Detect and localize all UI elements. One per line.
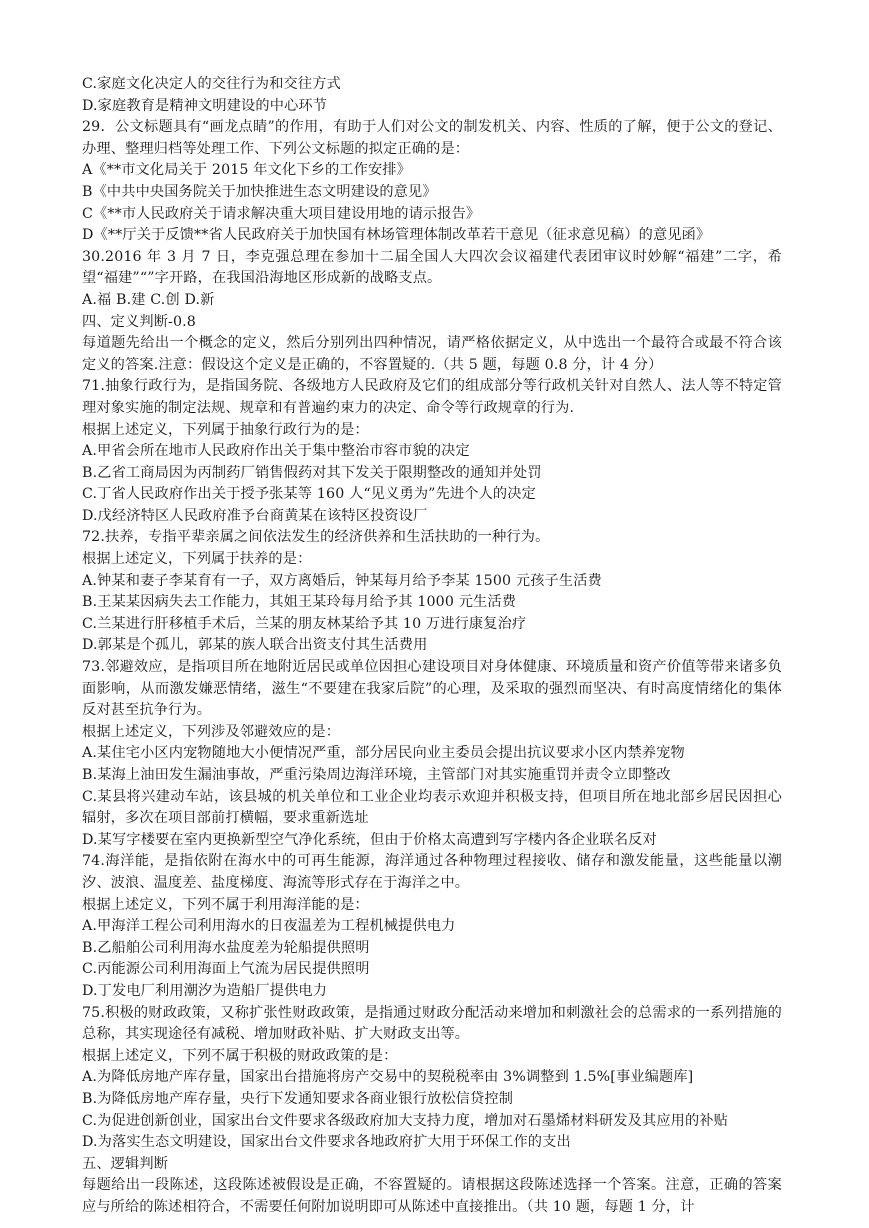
prompt-73: 根据上述定义，下列涉及邻避效应的是： [82, 723, 341, 740]
option-a-74: A.甲海洋工程公司利用海水的日夜温差为工程机械提供电力 [82, 918, 456, 935]
option-d-29: D《**厅关于反馈**省人民政府关于加快国有林场管理体制改革若干意见（征求意见稿）的意见函》 [82, 227, 711, 244]
option-a-29: A《**市文化局关于 2015 年文化下乡的工作安排》 [82, 162, 411, 179]
option-b-71: B.乙省工商局因为丙制药厂销售假药对其下发关于限期整改的通知并处罚 [82, 464, 542, 481]
option-b-29: B《中共中央国务院关于加快推进生态文明建设的意见》 [82, 183, 437, 200]
option-d-28: D.家庭教育是精神文明建设的中心环节 [82, 97, 328, 114]
option-d-75: D.为落实生态文明建设，国家出台文件要求各地政府扩大用于环保工作的支出 [82, 1134, 571, 1151]
section-heading-4: 四、定义判断-0.8 [82, 313, 196, 330]
question-71: 71.抽象行政行为，是指国务院、各级地方人民政府及它们的组成部分等行政机关针对自然人、法人等不特定管理对象实施的制定法规、规章和有普遍约束力的决定、命令等行政规章的行为. [82, 378, 782, 416]
document-page [82, 74, 782, 1218]
option-c-71: C.丁省人民政府作出关于授予张某等 160 人“见义勇为”先进个人的决定 [82, 486, 536, 503]
option-d-74: D.丁发电厂利用潮汐为造船厂提供电力 [82, 982, 328, 999]
question-74: 74.海洋能，是指依附在海水中的可再生能源，海洋通过各种物理过程接收、储存和激发能量，这些能量以潮汐、波浪、温度差、盐度梯度、海流等形式存在于海洋之中。 [82, 853, 782, 891]
option-c-73: C.某县将兴建动车站，该县城的机关单位和工业企业均表示欢迎并积极支持，但项目所在地北部乡居民因担心辐射，多次在项目部前打横幅，要求重新选址 [82, 788, 782, 827]
option-d-73: D.某写字楼要在室内更换新型空气净化系统，但由于价格太高遭到写字楼内各企业联名反对 [82, 831, 657, 848]
option-d-72: D.郭某是个孤儿，郭某的族人联合出资支付其生活费用 [82, 637, 428, 654]
option-a-72: A.钟某和妻子李某育有一子，双方离婚后，钟某每月给予李某 1500 元孩子生活费 [82, 572, 602, 589]
prompt-71: 根据上述定义，下列属于抽象行政行为的是： [82, 421, 369, 438]
section-instructions-4: 每道题先给出一个概念的定义，然后分别列出四种情况，请严格依据定义，从中选出一个最符合或最不符合该定义的答案.注意：假设这个定义是正确的，不容置疑的.（共 5 题，每题 0.8 分，计 4 分） [82, 335, 782, 373]
option-c-29: C《**市人民政府关于请求解决重大项目建设用地的请示报告》 [82, 205, 481, 222]
option-a-73: A.某住宅小区内宠物随地大小便情况严重，部分居民向业主委员会提出抗议要求小区内禁养宠物 [82, 745, 685, 762]
section-instructions-5: 每题给出一段陈述，这段陈述被假设是正确，不容置疑的。请根据这段陈述选择一个答案。注意，正确的答案应与所给的陈述相符合，不需要任何附加说明即可从陈述中直接推出。（共 10 题，每题 1 分，计 [82, 1177, 782, 1215]
option-d-71: D.戊经济特区人民政府准予台商黄某在该特区投资设厂 [82, 507, 428, 524]
options-30: A.福 B.建 C.创 D.新 [82, 291, 215, 308]
option-c-74: C.丙能源公司利用海面上气流为居民提供照明 [82, 961, 370, 978]
option-b-74: B.乙船舶公司利用海水盐度差为轮船提供照明 [82, 939, 370, 956]
question-30: 30.2016 年 3 月 7 日，李克强总理在参加十二届全国人大四次会议福建代表团审议时妙解“福建”二字，希望“福建”“”字开路，在我国沿海地区形成新的战略支点。 [82, 248, 782, 287]
section-heading-5: 五、逻辑判断 [82, 1155, 169, 1172]
prompt-75: 根据上述定义，下列不属于积极的财政政策的是： [82, 1047, 398, 1064]
question-75: 75.积极的财政政策，又称扩张性财政政策，是指通过财政分配活动来增加和刺激社会的总需求的一系列措施的总称，其实现途径有减税、增加财政补贴、扩大财政支出等。 [82, 1004, 782, 1043]
prompt-74: 根据上述定义，下列不属于利用海洋能的是： [82, 896, 369, 913]
question-72: 72.扶养，专指平辈亲属之间依法发生的经济供养和生活扶助的一种行为。 [82, 529, 550, 546]
option-b-72: B.王某某因病失去工作能力，其姐王某玲每月给予其 1000 元生活费 [82, 594, 517, 611]
option-b-75: B.为降低房地产库存量，央行下发通知要求各商业银行放松信贷控制 [82, 1090, 514, 1107]
option-b-73: B.某海上油田发生漏油事故，严重污染周边海洋环境，主管部门对其实施重罚并责令立即整改 [82, 767, 671, 783]
question-29: 29．公文标题具有“画龙点睛”的作用，有助于人们对公文的制发机关、内容、性质的了解，便于公文的登记、办理、整理归档等处理工作、下列公文标题的拟定正确的是： [82, 119, 782, 157]
option-a-71: A.甲省会所在地市人民政府作出关于集中整治市容市貌的决定 [82, 443, 470, 460]
option-c-75: C.为促进创新创业，国家出台文件要求各级政府加大支持力度，增加对石墨烯材料研发及其应用的补贴 [82, 1112, 729, 1129]
prompt-72: 根据上述定义，下列属于扶养的是： [82, 551, 312, 568]
option-c-28: C.家庭文化决定人的交往行为和交往方式 [82, 76, 341, 92]
option-c-72: C.兰某进行肝移植手术后，兰某的朋友林某给予其 10 万进行康复治疗 [82, 615, 527, 632]
question-73: 73.邻避效应，是指项目所在地附近居民或单位因担心建设项目对身体健康、环境质量和资产价值等带来诸多负面影响，从而激发嫌恶情绪，滋生“不要建在我家后院”的心理，及采取的强烈而坚决、有时高度情绪化的集体反对甚至抗争行为。 [82, 659, 782, 719]
option-a-75: A.为降低房地产库存量，国家出台措施将房产交易中的契税税率由 3%调整到 1.5%[事业编题库] [82, 1069, 694, 1086]
